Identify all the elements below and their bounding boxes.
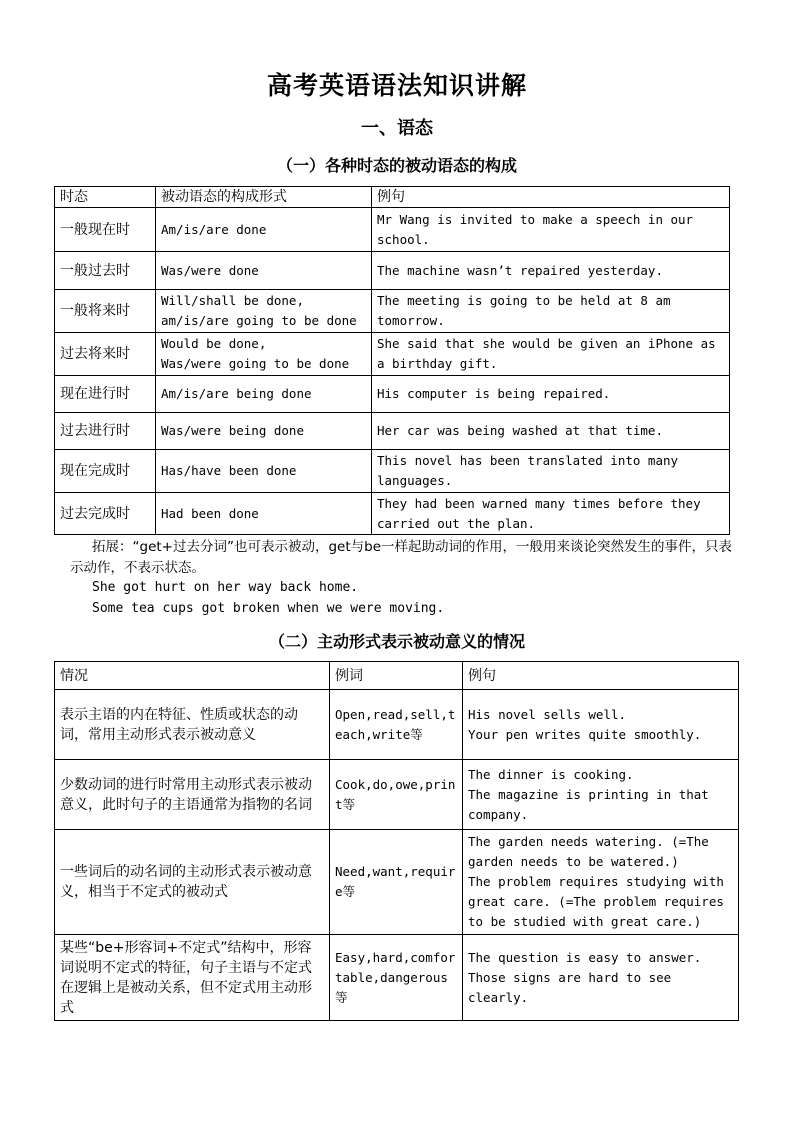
- subsection-heading-2: （二）主动形式表示被动意义的情况: [268, 632, 525, 651]
- example-cell: She said that she would be given an iPhone as a birthday gift.: [372, 333, 730, 376]
- table-row: [55, 690, 739, 760]
- form-cell: Has/have been done: [156, 450, 372, 493]
- active-form-passive-meaning-table: [54, 661, 739, 1021]
- table-row: [55, 935, 739, 1021]
- example-cell: They had been warned many times before they carried out the plan.: [372, 493, 730, 535]
- example-words-cell: Need,want,require等: [330, 830, 463, 935]
- tense-cell: 一般将来时: [55, 290, 156, 333]
- passive-voice-table: [54, 186, 730, 535]
- section-heading: 一、语态: [361, 118, 433, 139]
- page-title: 高考英语语法知识讲解: [266, 71, 527, 100]
- example-words-cell: Open,read,sell,teach,write等: [330, 690, 463, 760]
- example-cell: The machine wasn’t repaired yesterday.: [372, 252, 730, 290]
- example-words-cell: Cook,do,owe,print等: [330, 760, 463, 830]
- example-cell: Her car was being washed at that time.: [372, 413, 730, 450]
- header-cell: 例词: [330, 662, 463, 690]
- example-sentence-cell: The dinner is cooking. The magazine is printing in that company.: [463, 760, 739, 830]
- table-header-row: [55, 187, 730, 208]
- form-cell: Am/is/are being done: [156, 376, 372, 413]
- table-row: [55, 333, 730, 376]
- table-row: [55, 760, 739, 830]
- tense-cell: 现在完成时: [55, 450, 156, 493]
- example-cell: His computer is being repaired.: [372, 376, 730, 413]
- extension-note: 拓展：“get+过去分词”也可表示被动，get与be一样起助动词的作用，一般用来谈论突然发生的事件，只表示动作，不表示状态。: [70, 539, 733, 576]
- header-cell: 例句: [372, 187, 730, 208]
- example-sentence-cell: The garden needs watering. (=The garden needs to be watered.) The problem requires studying with great care. (=The problem requires to be studied with great care.): [463, 830, 739, 935]
- form-cell: Would be done, Was/were going to be done: [156, 333, 372, 376]
- situation-cell: 一些词后的动名词的主动形式表示被动意义，相当于不定式的被动式: [55, 830, 330, 935]
- example-sentence-1: She got hurt on her way back home.: [92, 580, 359, 595]
- header-cell: 例句: [463, 662, 739, 690]
- form-cell: Will/shall be done, am/is/are going to be done: [156, 290, 372, 333]
- situation-cell: 表示主语的内在特征、性质或状态的动词，常用主动形式表示被动意义: [55, 690, 330, 760]
- table-row: [55, 208, 730, 252]
- example-cell: Mr Wang is invited to make a speech in our school.: [372, 208, 730, 252]
- tense-cell: 过去进行时: [55, 413, 156, 450]
- tense-cell: 现在进行时: [55, 376, 156, 413]
- example-words-cell: Easy,hard,comfortable,dangerous等: [330, 935, 463, 1021]
- example-cell: This novel has been translated into many languages.: [372, 450, 730, 493]
- tense-cell: 过去将来时: [55, 333, 156, 376]
- table-row: [55, 376, 730, 413]
- header-cell: 被动语态的构成形式: [156, 187, 372, 208]
- table-row: [55, 493, 730, 535]
- tense-cell: 一般现在时: [55, 208, 156, 252]
- example-sentence-cell: His novel sells well. Your pen writes quite smoothly.: [463, 690, 739, 760]
- situation-cell: 少数动词的进行时常用主动形式表示被动意义，此时句子的主语通常为指物的名词: [55, 760, 330, 830]
- table-row: [55, 290, 730, 333]
- table-row: [55, 413, 730, 450]
- header-cell: 情况: [55, 662, 330, 690]
- subsection-heading-1: （一）各种时态的被动语态的构成: [276, 156, 517, 175]
- form-cell: Had been done: [156, 493, 372, 535]
- example-sentence-2: Some tea cups got broken when we were moving.: [92, 601, 445, 616]
- table-row: [55, 450, 730, 493]
- form-cell: Was/were being done: [156, 413, 372, 450]
- tense-cell: 一般过去时: [55, 252, 156, 290]
- header-cell: 时态: [55, 187, 156, 208]
- form-cell: Was/were done: [156, 252, 372, 290]
- table-header-row: [55, 662, 739, 690]
- example-sentence-cell: The question is easy to answer. Those signs are hard to see clearly.: [463, 935, 739, 1021]
- situation-cell: 某些“be+形容词+不定式”结构中，形容词说明不定式的特征，句子主语与不定式在逻辑上是被动关系，但不定式用主动形式: [55, 935, 330, 1021]
- form-cell: Am/is/are done: [156, 208, 372, 252]
- table-row: [55, 830, 739, 935]
- example-cell: The meeting is going to be held at 8 am tomorrow.: [372, 290, 730, 333]
- table-row: [55, 252, 730, 290]
- tense-cell: 过去完成时: [55, 493, 156, 535]
